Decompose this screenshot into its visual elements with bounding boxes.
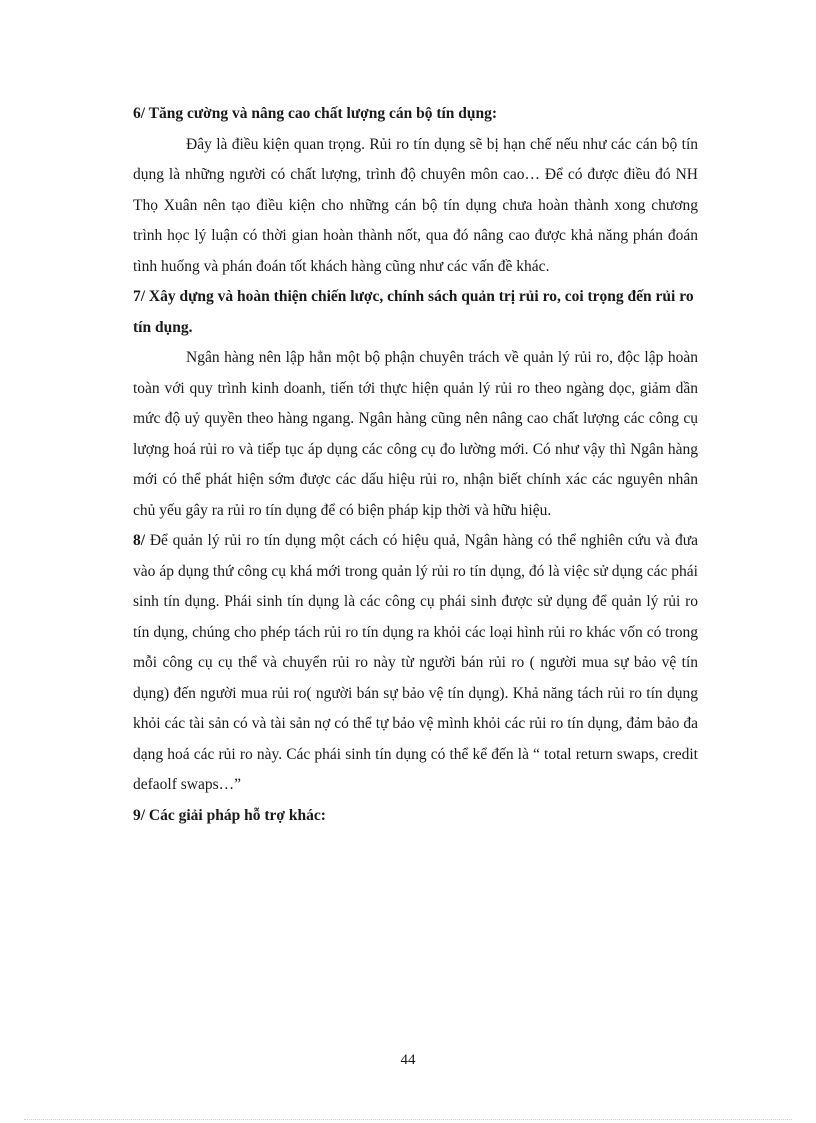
section-7-body: Ngân hàng nên lập hẳn một bộ phận chuyên trách về quản lý rủi ro, độc lập hoàn toàn với quy trình kinh doanh, tiến tới thực hiện quản lý rủi ro theo ngàng dọc, giảm dần mức độ uỷ quyền theo hàng ngang. Ngân hàng cũng nên nâng cao chất lượng các công cụ lượng hoá rủi ro và tiếp tục áp dụng các công cụ đo lường mới. Có như vậy thì Ngân hàng mới có thể phát hiện sớm được các dấu hiệu rủi ro, nhận biết chính xác các nguyên nhân chủ yếu gây ra rủi ro tín dụng để có biện pháp kịp thời và hữu hiệu. <box>133 349 698 519</box>
section-8-paragraph <box>133 526 698 801</box>
section-8-number: 8/ <box>133 532 146 549</box>
page-border <box>24 1119 792 1120</box>
section-7-heading: 7/ Xây dựng và hoàn thiện chiến lược, chính sách quản trị rủi ro, coi trọng đến rủi ro tín dụng. <box>133 288 694 336</box>
section-6-body: Đây là điều kiện quan trọng. Rủi ro tín dụng sẽ bị hạn chế nếu như các cán bộ tín dụng là những người có chất lượng, trình độ chuyên môn cao… Để có được điều đó NH Thọ Xuân nên tạo điều kiện cho những cán bộ tín dụng chưa hoàn thành xong chương trình học lý luận có thời gian hoàn thành nốt, qua đó nâng cao được khả năng phán đoán tình huống và phán đoán tốt khách hàng cũng như các vấn đề khác. <box>133 135 698 275</box>
page-content <box>133 99 698 831</box>
section-6-heading: 6/ Tăng cường và nâng cao chất lượng cán bộ tín dụng: <box>133 105 498 122</box>
section-8-body: Để quản lý rủi ro tín dụng một cách có hiệu quả, Ngân hàng có thể nghiên cứu và đưa vào áp dụng thứ công cụ khá mới trong quản lý rủi ro tín dụng, đó là việc sử dụng các phái sinh tín dụng. Phái sinh tín dụng là các công cụ phái sinh được sử dụng để quản lý rủi ro tín dụng, chúng cho phép tách rủi ro tín dụng ra khỏi các loại hình rủi ro khác vốn có trong mỗi công cụ cụ thể và chuyển rủi ro này từ người bán rủi ro ( người mua sự bảo vệ tín dụng) đến người mua rủi ro( người bán sự bảo vệ tín dụng). Khả năng tách rủi ro tín dụng khỏi các tài sản có và tài sản nợ có thể tự bảo vệ mình khỏi các rủi ro tín dụng, đảm bảo đa dạng hoá các rủi ro này. Các phái sinh tín dụng có thể kể đến là “ total return swaps, credit defaolf swaps…” <box>133 532 698 793</box>
section-9-heading: 9/ Các giải pháp hỗ trợ khác: <box>133 806 326 824</box>
page-number: 44 <box>400 1052 416 1068</box>
